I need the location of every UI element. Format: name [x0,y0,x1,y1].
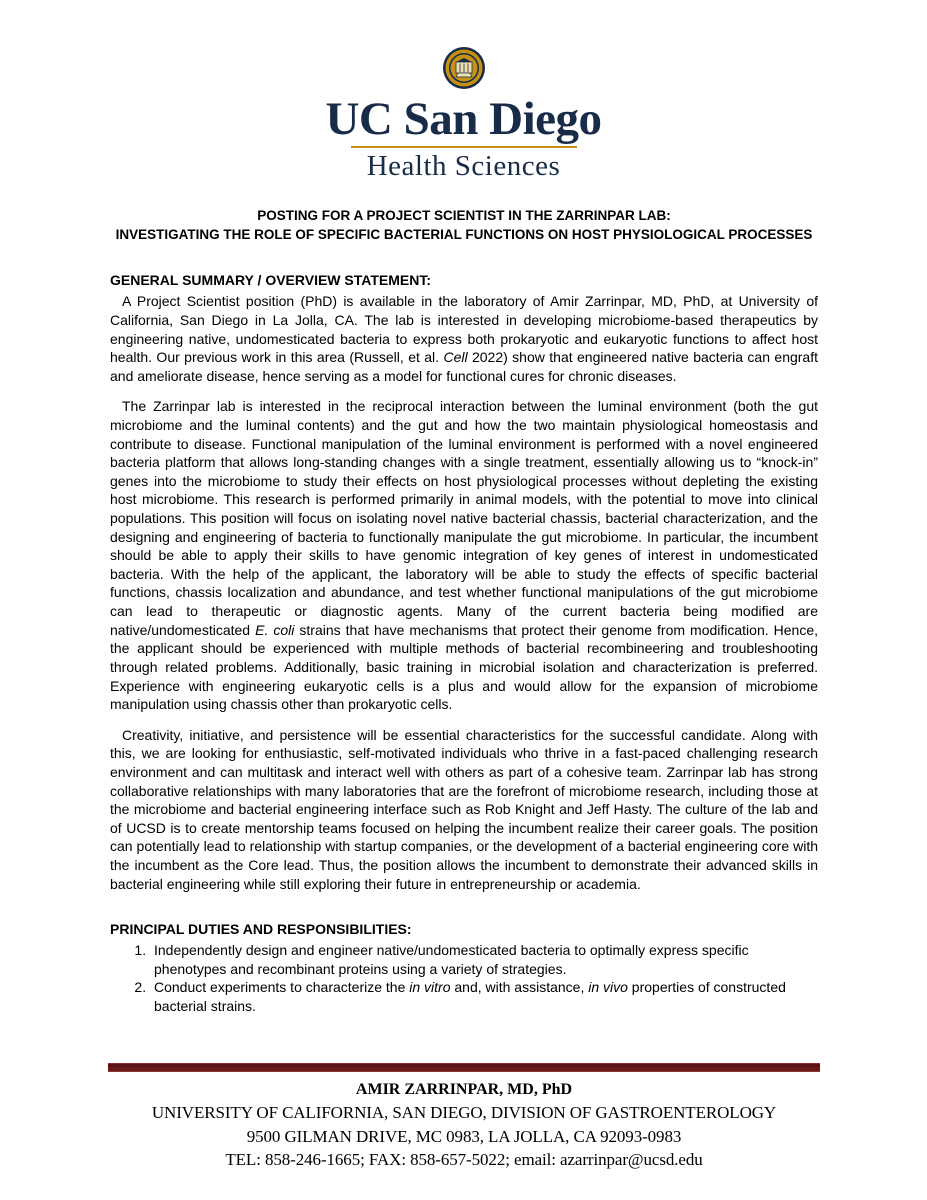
section-heading-general-summary: GENERAL SUMMARY / OVERVIEW STATEMENT: [110,272,431,289]
footer-contact-details: TEL: 858-246-1665; FAX: 858-657-5022; email: azarrinpar@ucsd.edu [225,1149,703,1169]
footer-divider [108,1063,820,1072]
term-in-vitro: in vitro [409,979,451,996]
logo-subtitle-sciences: Sciences [454,150,561,182]
logo-subtitle-health: Health [366,150,448,182]
duty-2-part-c: properties of constructed bacterial strains. [154,979,786,1015]
duty-2-part-b: and, with assistance, [450,979,589,996]
paragraph-candidate-qualities: Creativity, initiative, and persistence will be essential characteristics for the successful candidate. Along with this, we are looking for enthusiastic, self-motivated individuals who thrive in a fast-paced challenging research environment and can multitask and interact well with others as part of a cohesive team. Zarrinpar lab has strong collaborative relationships with many laboratories that are the forefront of microbiome research, including those at the microbiome and bacterial engineering interface such as Rob Knight and Jeff Hasty. The culture of the lab and of UCSD is to create mentorship teams focused on helping the incumbent realize their career goals. The position can potentially lead to relationship with startup companies, or the development of a bacterial engineering core with the incumbent as the Core lead. Thus, the position allows the incumbent to demonstrate their advanced skills in bacterial engineering while still exploring their future in entrepreneurship or academia. [110,726,818,892]
paragraph-overview-part-a: A Project Scientist position (PhD) is available in the laboratory of Amir Zarrinpar, MD, PhD, at University of California, San Diego in La Jolla, CA. The lab is interested in developing microbiome-based therapeutics by engineering native, undomesticated bacteria to express both prokaryotic and eukaryotic functions to affect host health. Our previous work in this area (Russell, et al. [110,293,818,366]
paragraph-lab-research-part-b: strains that have mechanisms that protect their genome from modification. Hence, the applicant should be experienced with multiple methods of bacterial recombineering and troubleshooting through related problems. Additionally, basic training in microbial isolation and characterization is preferred. Experience with engineering eukaryotic cells is a plus and would allow for the expansion of microbiome manipulation using chassis other than prokaryotic cells. [110,621,819,713]
page-title [110,206,818,244]
paragraph-overview [110,292,818,385]
page-footer [108,1063,820,1171]
section-heading-principal-duties: PRINCIPAL DUTIES AND RESPONSIBILITIES: [110,921,412,938]
footer-affiliation: UNIVERSITY OF CALIFORNIA, SAN DIEGO, DIVISION OF GASTROENTEROLOGY [151,1103,777,1123]
footer-address: 9500 GILMAN DRIVE, MC 0983, LA JOLLA, CA 92093-0983 [246,1126,682,1146]
paragraph-lab-research [110,397,818,713]
list-item: 1. Independently design and engineer native/undomesticated bacteria to optimally express specific phenotypes and recombinant proteins using a variety of strategies. [150,941,818,978]
term-in-vivo: in vivo [588,979,628,996]
page-title-line-2: INVESTIGATING THE ROLE OF SPECIFIC BACTERIAL FUNCTIONS ON HOST PHYSIOLOGICAL PROCESSES [115,227,813,243]
paragraph-overview-part-b: 2022) show that engineered native bacteria can engraft and ameliorate disease, hence serving as a model for functional cures for chronic diseases. [110,349,818,384]
paragraph-lab-research-part-a: The Zarrinpar lab is interested in the reciprocal interaction between the luminal environment (both the gut microbiome and the luminal contents) and the gut and how the two maintain physiological homeostasis and contribute to disease. Functional manipulation of the luminal environment is performed with a novel engineered bacteria platform that allows long-standing changes with a single treatment, essentially allowing us to “knock-in” genes into the microbiome to study their effects on host physiological processes without depleting the existing host microbiome. This research is performed primarily in animal models, with the potential to move into clinical populations. This position will focus on isolating novel native bacterial chassis, bacterial characterization, and the designing and engineering of bacteria to functionally manipulate the gut microbiome. In particular, the incumbent should be able to apply their skills to have genomic integration of key genes of interest in undomesticated bacteria. With the help of the applicant, the laboratory will be able to study the effects of specific bacterial functions, chassis localization and abundance, and test whether functional manipulations of the gut microbiome can lead to therapeutic or diagnostic agents. Many of the current bacteria being modified are native/undomesticated [110,398,818,638]
document-body [110,0,818,1016]
duty-2-part-a: Conduct experiments to characterize the [154,979,410,996]
page-title-line-1: POSTING FOR A PROJECT SCIENTIST IN THE ZARRINPAR LAB: [257,208,671,223]
logo-wordmark: UC San Diego [325,93,602,145]
duties-list [110,941,818,1015]
footer-contact-name: AMIR ZARRINPAR, MD, PhD [355,1081,573,1098]
list-item [150,978,818,1015]
species-name-e-coli: E. coli [255,621,295,638]
journal-name-cell: Cell [443,349,468,366]
